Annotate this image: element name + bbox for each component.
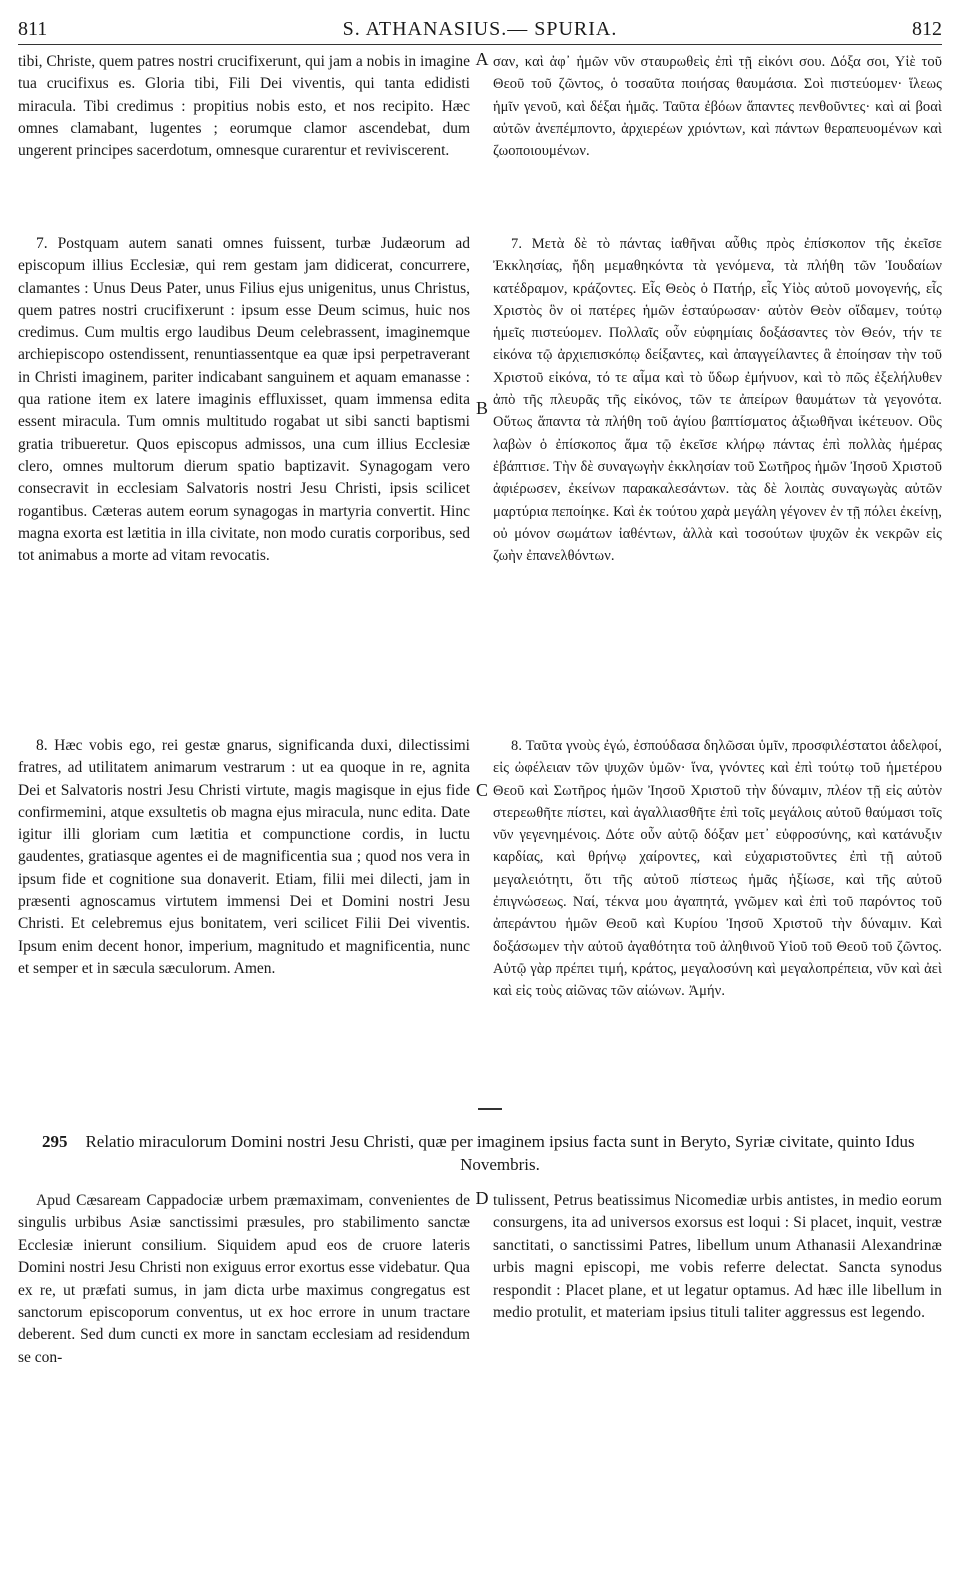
section-heading (42, 1130, 942, 1176)
greek-paragraph-continued: σαν, καὶ ἀφ᾽ ἡμῶν νῦν σταυρωθεὶς ἐπὶ τῇ εἰκόνι σου. Δόξα σοι, Υἱὲ τοῦ Θεοῦ τοῦ ζῶντος, ὁ τοσαῦτα ποιήσας θαυμάσια. Σοὶ πιστεύομεν· ἵλεως ἡμῖν γενοῦ, καὶ δέξαι ἡμᾶς. Ταῦτα ἐβόων ἅπαντες πενθοῦντες· καὶ αἱ βοαὶ αὐτῶν ἀνεπέμποντο, ἀρχιερέων χριόντων, καὶ πάντων θεραπευομένων καὶ ζωοποιουμένων. (493, 54, 942, 160)
section-right-paragraph: tulissent, Petrus beatissimus Nicomediæ urbis antistes, in medio eorum consurgens, ita ad universos exorsus est loqui : Si placet, inquit, vestræ sanctitati, o sanctissimi Patres, libellum unum Athanasii Alexandrinæ urbis magni episcopi, me vobis referre delectat. Sancta synodus respondit : Placet plane, et ut legatur optamus. Ad hæc ille libellum in medio protulit, et materiam ipsius tituli taliter aggressus est legendo. (493, 1192, 942, 1322)
latin-paragraph-continued: tibi, Christe, quem patres nostri crucifixerunt, qui jam a nobis in imagine tua crucifixus es. Gloria tibi, Fili Dei viventis, qui tanta edidisti miracula. Tibi credimus : propitius nobis esto, et nos recipito. Hæc omnes clamabant, lugentes ; eorumque clamor ascendebat, dum ungerent principes sacerdotum, omnesque curarentur et reviviscerent. (18, 53, 470, 160)
page-number-left: 811 (18, 18, 48, 40)
margin-marker-b: B (475, 398, 488, 418)
greek-paragraph-7: 7. Μετὰ δὲ τὸ πάντας ἰαθῆναι αὖθις πρὸς ἐπίσκοπον τῆς ἐκεῖσε Ἐκκλησίας, ἤδη μεμαθηκόντα τὰ γενόμενα, τὰ πλήθη τῶν Ἰουδαίων κατέδραμον, κράζοντες. Εἷς Θεὸς ὁ Πατήρ, εἷς Υἱὸς αὐτοῦ μονογενής, εἷς Χριστὸς ὃν οἱ πατέρες ἡμῶν ἐσταύρωσαν· αὐτὸν Θεὸν οἴδαμεν, τούτῳ ἡμεῖς πιστεύομεν. Πολλαῖς οὖν εὐφημίαις δοξάσαντες τὸν Θεόν, τήν τε εἰκόνα τῷ ἀρχιεπισκόπῳ δείξαντες, καὶ ἀπαγγείλαντες ἃ ἐποίησαν τὴν τοῦ Χριστοῦ εἰκόνα, τό τε αἷμα καὶ τὸ ὕδωρ ἐμήνυον, καὶ τὸ πῶς ἐξελήλυθεν ἀπὸ τῆς πλευρᾶς τῆς εἰκόνος, τῶν τε ἀπείρων θαυμάτων τὰ γεγονότα. Οὕτως ἅπαντα τὰ πλήθη τοῦ ἁγίου βαπτίσματος ἀξιωθῆναι ἱκέτευον. Οὓς λαβὼν ὁ ἐπίσκοπος ἅμα τῷ ἐκεῖσε κλήρῳ πάντας ἐπὶ πολλὰς ἡμέρας ἐβάπτισε. Τὴν δὲ συναγωγὴν ἐκκλησίαν τοῦ Σωτῆρος ἡμῶν Ἰησοῦ Χριστοῦ ἀφιέρωσεν, ἐκείνων παρακαλεσάντων. τὰς δὲ λοιπὰς συναγωγὰς αὐτῶν μαρτύρια πεποίηκε. Καὶ ἐκ τούτου χαρὰ μεγάλη γέγονεν ἐν τῇ πόλει ἐκείνῃ, οὐ μόνον σωμάτων ἰαθέντων, ἀλλὰ καὶ τοσούτων ψυχῶν ἐκ νεκρῶν εἰς ζωὴν ἐπανελθόντων. (493, 236, 942, 565)
greek-paragraph-8: 8. Ταῦτα γνοὺς ἐγώ, ἐσπούδασα δηλῶσαι ὑμῖν, προσφιλέστατοι ἀδελφοί, εἰς ὠφέλειαν τῶν ψυχῶν ὑμῶν· ἵνα, γνόντες καὶ ἐπὶ τούτῳ τοῦ ἡμετέρου Θεοῦ καὶ Σωτῆρος ἡμῶν Ἰησοῦ Χριστοῦ τὴν δύναμιν, πλέον τῇ εἰς αὐτὸν στερεωθῆτε πίστει, καὶ ἀγαλλιασθῆτε ἐπὶ τοῖς μεγάλοις αὐτοῦ θαύμασι τοῖς νῦν γεγενημένοις. Δότε οὖν αὐτῷ δόξαν μετ᾽ εὐφροσύνης, καὶ κατάνυξιν καρδίας, καὶ θρήνῳ χαίροντες, καὶ εὐχαριστοῦντες ἐπὶ τῇ αὐτοῦ μεγαλειότητι, ὅτι τῆς αὐτοῦ πίστεως ἡμᾶς ἠξίωσε, καὶ τῆς αὐτοῦ ἐπιγνώσεως. Ναί, τέκνα μου ἀγαπητά, γνῶμεν καὶ ἐπὶ τοῦ παρόντος τοῦ ἀπεράντου ἡμῶν Θεοῦ καὶ Κυρίου Ἰησοῦ Χριστοῦ τὴν δύναμιν. Καὶ δοξάσωμεν τὴν αὐτοῦ ἀγαθότητα τοῦ ἀληθινοῦ Υἱοῦ τοῦ Θεοῦ τοῦ ζῶντος. Αὐτῷ γὰρ πρέπει τιμή, κράτος, μεγαλοσύνη καὶ μεγαλοπρέπεια, νῦν καὶ ἀεὶ καὶ εἰς τοὺς αἰῶνας τῶν αἰώνων. Ἀμήν. (493, 738, 942, 1000)
section-title: Relatio miraculorum Domini nostri Jesu Christi, quæ per imaginem ipsius facta sunt in Beryto, Syriæ civitate, quinto Idus Novembris. (85, 1132, 915, 1174)
running-header (18, 10, 942, 45)
margin-marker-a: A (475, 49, 489, 69)
section-left-paragraph: Apud Cæsaream Cappadociæ urbem præmaximam, convenientes de singulis urbibus Asiæ sanctissimi præsules, pro stabilimento sanctæ Ecclesiæ inierunt consilium. Siquidem apud eos de cruore lateris Domini nostri Jesu Christi non exiguus error exortus esse videbatur. Qua ex re, ut præfati sumus, in jam dicta urbe maximus congregatus est sanctorum episcoporum conventus, ut ex hoc errore in unum tractare deberent. Sed dum cuncti ex more in sanctam ecclesiam ad residendum se con- (18, 1192, 470, 1366)
greek-column (493, 51, 942, 1003)
latin-paragraph-7: 7. Postquam autem sanati omnes fuissent, turbæ Judæorum ad episcopum illius Ecclesiæ, qui rem gestam jam didicerat, concurrere, clamantes : Unus Deus Pater, unus Filius ejus unigenitus, unus Christus, quem patres nostri crucifixerunt : ipsum esse Deum scimus, huic nos credimus. Cum multis ergo laudibus Deum celebrassent, imaginemque archiepiscopo ostendissent, renuntiassentque ea quæ ipsi perpetraverant in Christi imaginem, pariter indicabant sanguinem et aquam emanasse : qua ratione item ex latere imaginis effluxisset, quam immensa edita essent miracula. Tum omnis multitudo rogabat ut sibi sancti baptismi gratia tribueretur. Quos episcopus admissos, una cum illius Ecclesiæ clero, omnes multorum dierum spatio baptizavit. Synagogam vero consecravit in ecclesiam Salvatoris nostri Jesu Christi, ipsis scilicet rogantibus. Cæteras autem eorum synagogas in martyria convertit. Hinc magna exorta est lætitia in illa civitate, non modo curatis corporibus, sed tot animabus a morte ad vitam revocatis. (18, 235, 470, 565)
page-number-right: 812 (912, 18, 942, 40)
section-divider (478, 1108, 502, 1110)
latin-column (18, 51, 470, 980)
section-number: 295 (42, 1132, 68, 1151)
latin-paragraph-8: 8. Hæc vobis ego, rei gestæ gnarus, significanda duxi, dilectissimi fratres, ad utilitatem animarum vestrarum : ut ea quoque in re, agnita Dei et Salvatoris nostri Jesu Christi virtute, magis magisque in ejus fide confirmemini, atque exsultetis ob magna ejus miracula, nunc edita. Date igitur illi gloriam cum lætitia et compunctione cordis, in luctu gaudentes, gratiasque agentes ei de magnificentia sua ; quod nos vera in ipsum fide et cognitione sua donaverit. Etiam, filii mei dilecti, jam in præsenti agnoscamus virtutem immensi Dei et Domini nostri Jesu Christi. Et celebremus ejus bonitatem, veri scilicet Filii Dei viventis. Ipsum enim decent honor, imperium, magnitudo et magnificentia, nunc et semper et in sæcula sæculorum. Amen. (18, 737, 470, 977)
running-title: S. ATHANASIUS.— SPURIA. (342, 18, 618, 40)
page (18, 10, 942, 1366)
section-right-column (493, 1190, 942, 1324)
margin-marker-c: C (475, 780, 488, 800)
margin-marker-d: D (475, 1188, 489, 1208)
section-left-column (18, 1190, 470, 1369)
